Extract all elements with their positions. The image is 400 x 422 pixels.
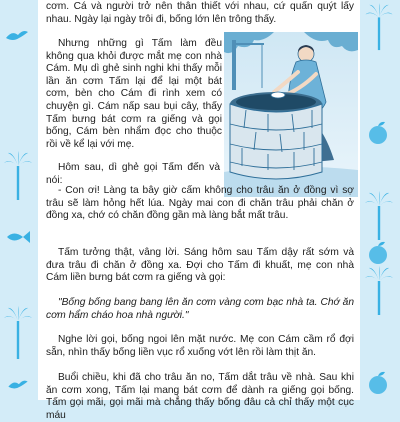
- palm-tree-icon: [364, 190, 394, 247]
- story-paragraph: Nhưng những gì Tấm làm đều không qua khỏi được mắt mẹ con nhà Cám. Mụ dì ghẻ sinh nghi khi thấy mỗi lần ăn cơm Tấm lại để lại một bát cơm, bèn cho Cám đi rình xem có chuyện gì. Cám nấp sau bụi cây, thấy Tấm bưng bát cơm ra giếng và gọi bống, Cám bèn nhẩm đọc cho thuộc rồi về kể lại với mẹ.: [46, 38, 222, 150]
- story-paragraph: Hôm sau, dì ghẻ gọi Tấm đến và nói:: [46, 162, 220, 186]
- palm-tree-icon: [364, 265, 394, 322]
- bird-icon: [4, 28, 30, 49]
- fish-icon: [4, 228, 32, 251]
- story-paragraph: Tấm tưởng thật, vâng lời. Sáng hôm sau Tấm dậy rất sớm và đưa trâu đi chăn ở đồng xa. Đợi cho Tấm đi khuất, mẹ con nhà Cám liền bưng bát cơm ra giếng và gọi:: [46, 247, 354, 284]
- bird-icon: [6, 378, 30, 397]
- story-paragraph: cơm. Cá và người trở nên thân thiết với nhau, cứ quấn quýt lấy nhau. Ngày lại ngày trôi đi, bống lớn lên trông thấy.: [46, 1, 354, 25]
- story-paragraph: - Con ơi! Làng ta bây giờ cấm không cho trâu ăn ở đồng vì sợ trâu sẽ làm hỏng hết lúa. Ngày mai con đi chăn trâu phải chăn ở đồng xa, chớ có chăn đồng gần mà làng bắt mất trâu.: [46, 185, 354, 222]
- palm-tree-icon: [364, 2, 394, 57]
- well-illustration: [224, 32, 358, 197]
- fruit-icon: [366, 370, 390, 401]
- story-paragraph: "Bống bống bang bang lên ăn cơm vàng cơm bạc nhà ta. Chớ ăn cơm hẩm cháo hoa nhà người.": [46, 297, 354, 321]
- story-page: [38, 0, 360, 421]
- fruit-icon: [366, 120, 390, 151]
- story-paragraph: Nghe lời gọi, bống ngoi lên mặt nước. Mẹ con Cám cầm rổ đợi sẵn, nhìn thấy bống liền vục rổ xuống vớt lên rồi làm thịt ăn.: [46, 334, 354, 358]
- palm-tree-icon: [3, 150, 33, 207]
- story-paragraph: Buổi chiều, khi đã cho trâu ăn no, Tấm dắt trâu về nhà. Sau khi ăn cơm xong, Tấm lại mang bát cơm để dành ra giếng gọi bống. Tấm gọi mãi, gọi mãi mà chẳng thấy bống đâu cả chỉ thấy một cục máu: [46, 372, 354, 421]
- palm-tree-icon: [3, 305, 33, 366]
